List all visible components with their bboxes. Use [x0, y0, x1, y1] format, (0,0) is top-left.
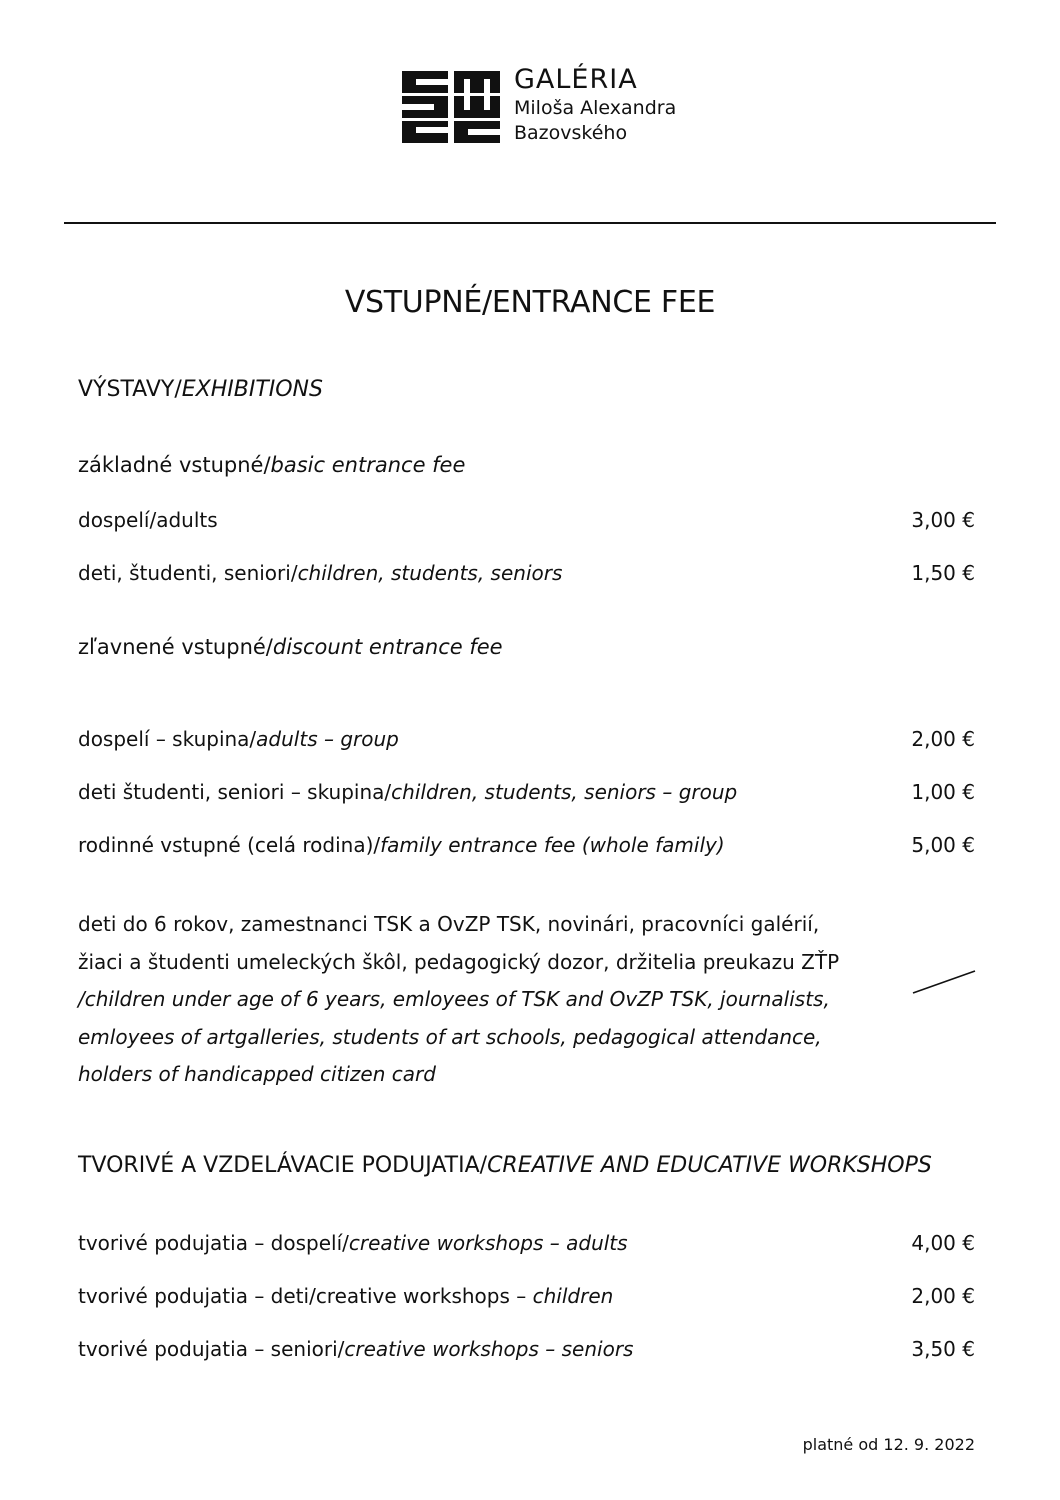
- workshop-row-label: [78, 1231, 628, 1255]
- page-title: VSTUPNÉ/ENTRANCE FEE: [344, 285, 716, 320]
- fee-price: 5,00 €: [911, 833, 975, 857]
- header-divider: [64, 222, 996, 224]
- fee-label-sk: deti študenti, seniori – skupina/: [78, 780, 392, 804]
- free-entry-line: emloyees of artgalleries, students of art schools, pedagogical attendance,: [78, 1024, 822, 1049]
- fee-label-sk: rodinné vstupné (celá rodina)/: [78, 833, 381, 857]
- valid-from-note: platné od 12. 9. 2022: [802, 1435, 975, 1454]
- fee-label-sk: dospelí – skupina/: [78, 727, 257, 751]
- subheading-basic-fee: [78, 453, 465, 477]
- fee-label-en: children, students, seniors: [297, 561, 563, 585]
- fee-label-en: creative workshops – adults: [348, 1231, 628, 1255]
- logo-line-2: Miloša Alexandra: [514, 97, 677, 119]
- heading-en: EXHIBITIONS: [181, 377, 323, 402]
- fee-label-sk: tvorivé podujatia – dospelí/: [78, 1231, 349, 1255]
- subheading-discount-fee: [78, 635, 503, 659]
- workshop-price: 3,50 €: [911, 1337, 975, 1361]
- fee-price: 2,00 €: [911, 727, 975, 751]
- heading-sk: TVORIVÉ A VZDELÁVACIE PODUJATIA/: [78, 1153, 488, 1178]
- free-entry-line: deti do 6 rokov, zamestnanci TSK a OvZP TSK, novinári, pracovníci galérií,: [78, 912, 820, 936]
- subheading-en: discount entrance fee: [272, 635, 503, 659]
- dash-icon: [910, 966, 978, 998]
- fee-row-label: [78, 833, 725, 857]
- fee-label-sk: tvorivé podujatia – seniori/: [78, 1337, 345, 1361]
- subheading-sk: zľavnené vstupné/: [78, 635, 273, 659]
- logo-line-1: GALÉRIA: [514, 64, 638, 95]
- subheading-en: basic entrance fee: [270, 453, 466, 477]
- free-entry-line: žiaci a študenti umeleckých škôl, pedagogický dozor, držitelia preukazu ZŤP: [78, 949, 840, 974]
- fee-price: 1,50 €: [911, 561, 975, 585]
- fee-price: 1,00 €: [911, 780, 975, 804]
- fee-row-label: [78, 727, 399, 751]
- gmab-monogram-icon: [402, 71, 500, 143]
- heading-sk: VÝSTAVY/: [78, 377, 182, 402]
- section-heading-workshops: [78, 1153, 932, 1178]
- fee-price: 3,00 €: [911, 508, 975, 532]
- fee-label-en: children: [532, 1284, 614, 1308]
- subheading-sk: základné vstupné/: [78, 453, 271, 477]
- fee-label-en: adults – group: [256, 727, 399, 751]
- logo-line-3: Bazovského: [514, 122, 628, 144]
- fee-label-en: creative workshops – seniors: [344, 1337, 634, 1361]
- fee-row-label: [78, 561, 562, 585]
- heading-en: CREATIVE AND EDUCATIVE WORKSHOPS: [487, 1153, 932, 1178]
- workshop-price: 4,00 €: [911, 1231, 975, 1255]
- free-entry-line: /children under age of 6 years, emloyees of TSK and OvZP TSK, journalists,: [78, 987, 830, 1012]
- fee-row-label: [78, 780, 737, 804]
- free-entry-paragraph: [78, 906, 898, 1094]
- workshop-price: 2,00 €: [911, 1284, 975, 1308]
- fee-label-sk: tvorivé podujatia – deti/creative workshops –: [78, 1284, 533, 1308]
- free-entry-line: holders of handicapped citizen card: [78, 1062, 436, 1087]
- fee-label-sk: dospelí/adults: [78, 508, 218, 532]
- logo-text: [514, 66, 676, 143]
- workshop-row-label: [78, 1284, 613, 1308]
- fee-label-en: children, students, seniors – group: [391, 780, 738, 804]
- fee-label-en: family entrance fee (whole family): [380, 833, 725, 857]
- workshop-row-label: [78, 1337, 633, 1361]
- section-heading-exhibitions: [78, 377, 323, 402]
- fee-label-sk: deti, študenti, seniori/: [78, 561, 298, 585]
- fee-row-label: [78, 508, 218, 532]
